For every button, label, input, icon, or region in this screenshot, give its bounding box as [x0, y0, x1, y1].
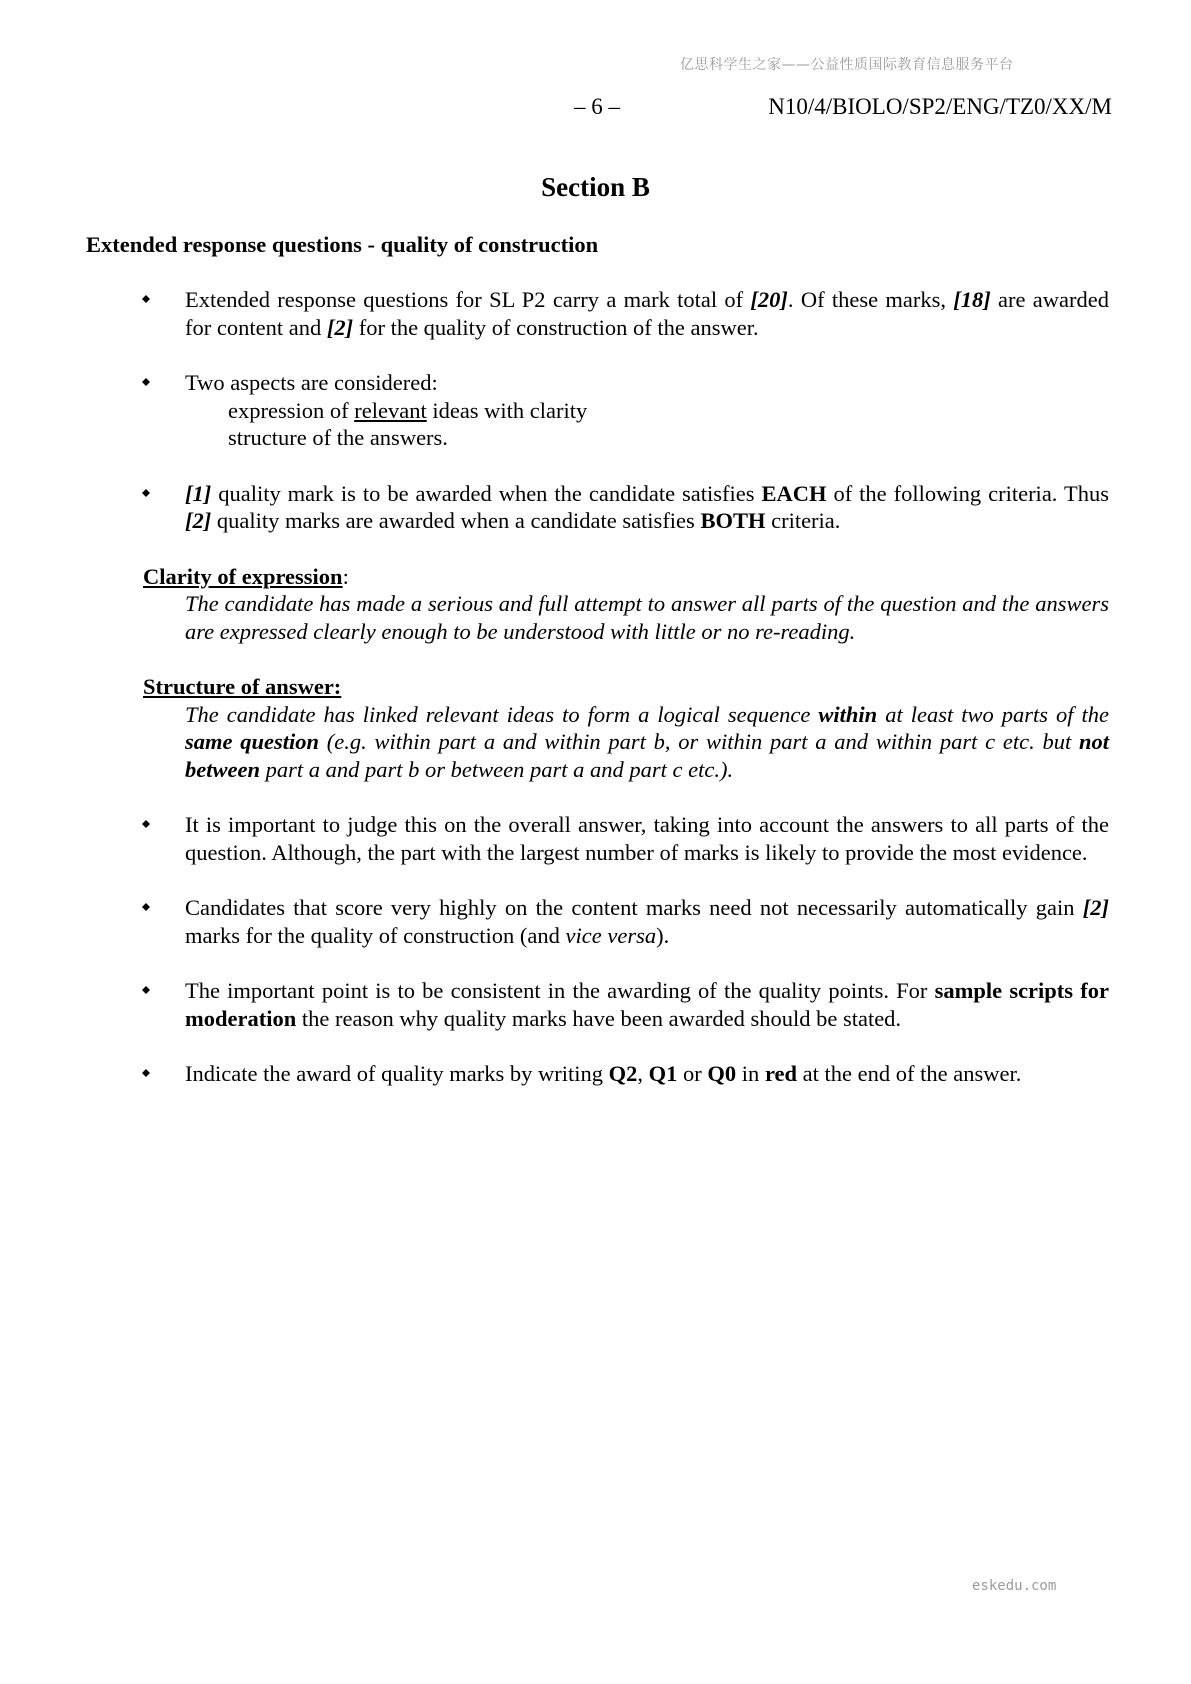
paper-code: N10/4/BIOLO/SP2/ENG/TZ0/XX/M — [768, 94, 1112, 119]
mark-1: [1] — [185, 480, 212, 506]
text: Two aspects are considered: — [185, 370, 438, 395]
diamond-bullet-icon — [142, 489, 150, 497]
watermark-footer: eskedu.com — [972, 1578, 1057, 1594]
criterion-heading: Clarity of expression — [143, 563, 343, 589]
diamond-bullet-icon — [142, 986, 150, 994]
structure-criterion — [143, 673, 1109, 783]
text: for the quality of construction of the answer. — [353, 314, 759, 340]
text: are awarded for content and — [185, 287, 1110, 340]
bullet-item: It is important to judge this on the overall answer, taking into account the answers to all parts of the question. Although, the part with the largest number of marks is likely to provide the most evidence. — [185, 811, 1109, 866]
text: Extended response questions for SL P2 carry a mark total of — [185, 287, 751, 312]
bullet-item: [1] quality mark is to be awarded when the candidate satisfies EACH of the following criteria. Thus [2] quality marks are awarded when a candidate satisfies BOTH criteria. — [185, 480, 1109, 535]
watermark-header: 亿思科学生之家——公益性质国际教育信息服务平台 — [680, 57, 1014, 73]
aspect-line: structure of the answers. — [228, 425, 448, 450]
criterion-text: The candidate has linked relevant ideas to form a logical sequence within at least two parts of the same question (e.g. within part a and within part b, or within part a and within part c etc. but not between part a and part b or between part a and part c etc.). — [185, 701, 1109, 782]
clarity-criterion: Clarity of expression: The candidate has made a serious and full attempt to answer all parts of the question and the answers are expressed clearly enough to be understood with little or no re-reading. — [143, 563, 1109, 644]
diamond-bullet-icon — [142, 295, 150, 303]
diamond-bullet-icon — [142, 1069, 150, 1077]
mark-2: [2] — [185, 508, 212, 533]
section-title: Section B — [541, 172, 650, 202]
aspect-line: expression of relevant ideas with clarity — [228, 397, 588, 423]
document-body — [0, 286, 1191, 1116]
diamond-bullet-icon — [142, 378, 150, 386]
bullet-item: Indicate the award of quality marks by writing Q2, Q1 or Q0 in red at the end of the answer. — [185, 1060, 1109, 1088]
mark-20: [20] — [750, 287, 788, 312]
bullet-item: Candidates that score very highly on the content marks need not necessarily automatically gain [2] marks for the quality of construction (and vice versa). — [185, 894, 1109, 949]
diamond-bullet-icon — [142, 820, 150, 828]
bullet-item — [185, 369, 1109, 452]
diamond-bullet-icon — [142, 903, 150, 911]
criterion-heading: Structure of answer: — [143, 674, 342, 699]
criterion-text: The candidate has made a serious and full attempt to answer all parts of the question and the answers are expressed clearly enough to be understood with little or no re-reading. — [185, 591, 1109, 644]
page-number: – 6 – — [574, 94, 620, 119]
mark-2: [2] — [1082, 895, 1109, 920]
mark-2: [2] — [326, 314, 354, 340]
text: . Of these marks, — [787, 287, 954, 312]
section-subtitle: Extended response questions - quality of construction — [86, 232, 599, 257]
bullet-item: The important point is to be consistent in the awarding of the quality points. For sample scripts for moderation the reason why quality marks have been awarded should be stated. — [185, 977, 1109, 1032]
bullet-item — [185, 286, 1109, 341]
mark-18: [18] — [953, 287, 991, 312]
